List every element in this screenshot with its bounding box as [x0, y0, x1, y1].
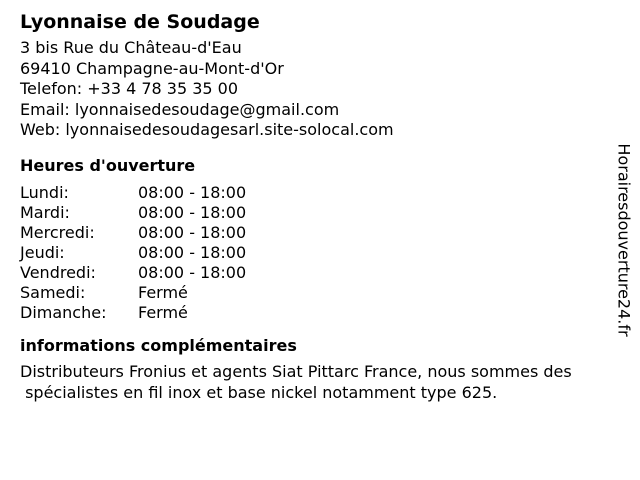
city-address: 69410 Champagne-au-Mont-d'Or: [20, 58, 284, 78]
opening-hours-table: [20, 183, 246, 323]
day-hours: Fermé: [138, 282, 188, 302]
hours-row-monday: [20, 183, 246, 203]
hours-row-friday: [20, 263, 246, 283]
day-label: Mardi:: [20, 202, 70, 222]
opening-hours-heading: Heures d'ouverture: [20, 155, 196, 175]
email-address: Email: lyonnaisedesoudage@gmail.com: [20, 99, 340, 119]
website-address: Web: lyonnaisedesoudagesarl.site-solocal.com: [20, 120, 394, 139]
hours-row-thursday: [20, 243, 246, 263]
day-hours: 08:00 - 18:00: [138, 182, 247, 202]
day-hours: 08:00 - 18:00: [138, 202, 247, 222]
hours-row-wednesday: [20, 223, 246, 243]
phone-number: Telefon: +33 4 78 35 35 00: [20, 79, 239, 98]
hours-row-tuesday: [20, 203, 246, 223]
day-hours: 08:00 - 18:00: [138, 262, 247, 282]
day-label: Vendredi:: [20, 262, 96, 282]
additional-info-heading: informations complémentaires: [20, 335, 297, 355]
additional-info-text: Distributeurs Fronius et agents Siat Pittarc France, nous sommes des spécialistes en fil inox et base nickel notamment type 625.: [20, 361, 572, 402]
day-label: Dimanche:: [20, 302, 107, 322]
business-listing: [20, 8, 620, 403]
street-address: 3 bis Rue du Château-d'Eau: [20, 38, 242, 57]
day-label: Mercredi:: [20, 222, 95, 242]
day-label: Lundi:: [20, 182, 69, 202]
hours-row-sunday: [20, 303, 246, 323]
day-hours: Fermé: [138, 302, 188, 322]
hours-row-saturday: [20, 283, 246, 303]
day-hours: 08:00 - 18:00: [138, 242, 247, 262]
day-hours: 08:00 - 18:00: [138, 222, 247, 242]
business-name: Lyonnaise de Soudage: [20, 11, 260, 33]
day-label: Samedi:: [20, 282, 86, 302]
day-label: Jeudi:: [20, 242, 65, 262]
site-watermark: Horairesdouverture24.fr: [614, 143, 634, 337]
